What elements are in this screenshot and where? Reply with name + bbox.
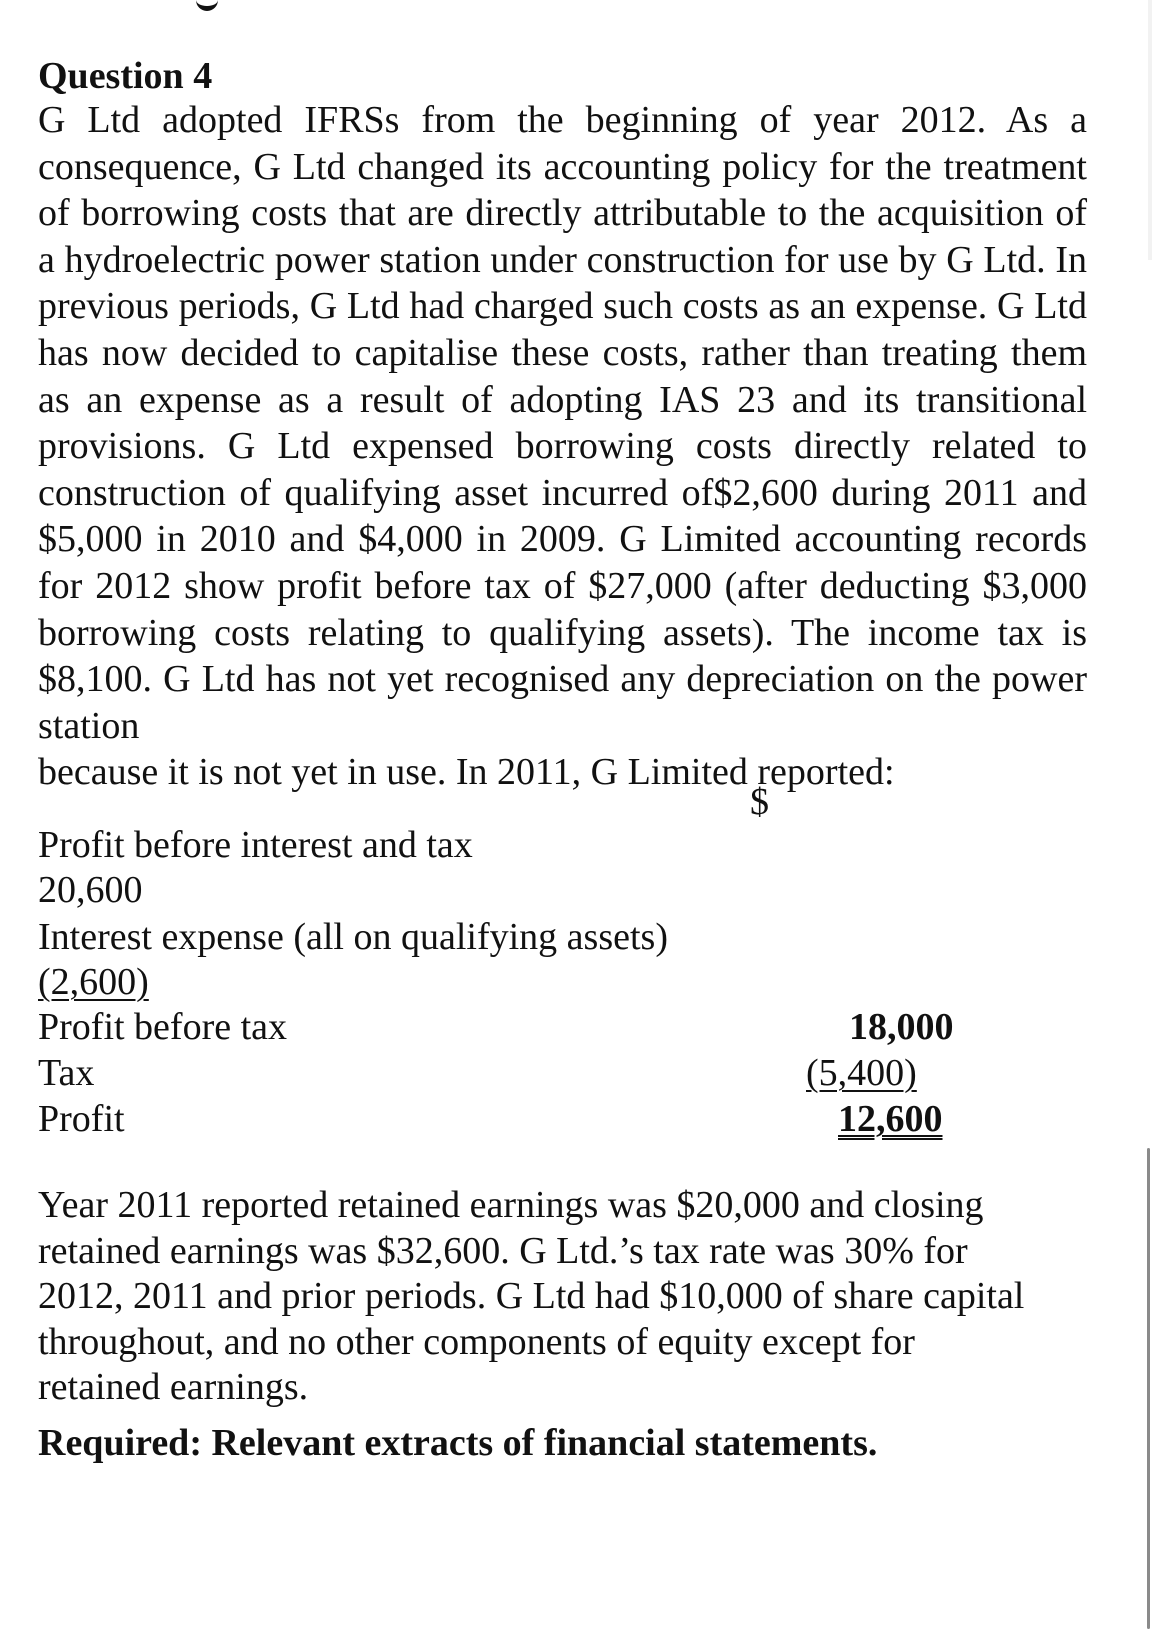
row-value-interest-expense: (2,600) [38, 961, 149, 1003]
row-value-profit-before-tax: 18,000 [849, 1006, 954, 1048]
row-label-profit-before-interest-and-tax: Profit before interest and tax [38, 824, 473, 866]
intro-last-line: because it is not yet in use. In 2011, G Limited reported: [38, 751, 895, 794]
closing-line: Year 2011 reported retained earnings was $20,000 and closing [38, 1184, 984, 1226]
row-value-profit: 12,600 [838, 1098, 943, 1140]
row-label-profit-before-tax: Profit before tax [38, 1006, 288, 1048]
closing-line: throughout, and no other components of equity except for [38, 1320, 915, 1363]
intro-body: G Ltd adopted IFRSs from the beginning of year 2012. As a consequence, G Ltd changed its accounting policy for the treatment of borrowing costs that are directly attributable to the acquisition of a hydroelectric power station under construction for use by G Ltd. In previous periods, G Ltd had charged such costs as an expense. G Ltd has now decided to capitalise these costs, rather than treating them as an expense as a result of adopting IAS 23 and its transitional provisions. G Ltd expensed borrowing costs directly related to construction of qualifying asset incurred of$2,600 during 2011 and $5,000 in 2010 and $4,000 in 2009. G Limited accounting records for 2012 show profit before tax of $27,000 (after deducting $3,000 borrowing costs relating to qualifying assets). The income tax is $8,100. G Ltd has not yet recognised any depreciation on the power station [38, 99, 1087, 747]
required-instruction: Required: Relevant extracts of financial statements. [38, 1422, 878, 1464]
closing-paragraph [38, 1183, 1098, 1411]
scrollbar[interactable] [1147, 1148, 1150, 1629]
closing-line: retained earnings. [38, 1366, 309, 1408]
question-intro [38, 97, 1087, 796]
currency-header: $ [750, 781, 769, 823]
question-title: Question 4 [38, 55, 213, 97]
row-label-profit: Profit [38, 1098, 125, 1140]
page-edge [1148, 0, 1152, 260]
row-value-profit-before-interest-and-tax: 20,600 [38, 869, 143, 911]
cropped-letter-fragment [196, 0, 218, 11]
closing-line: 2012, 2011 and prior periods. G Ltd had $10,000 of share capital [38, 1275, 1025, 1317]
closing-line: retained earnings was $32,600. G Ltd.’s tax rate was 30% for [38, 1229, 968, 1272]
row-value-tax: (5,400) [806, 1052, 917, 1094]
row-label-tax: Tax [38, 1052, 95, 1094]
row-label-interest-expense: Interest expense (all on qualifying assets) [38, 916, 668, 958]
